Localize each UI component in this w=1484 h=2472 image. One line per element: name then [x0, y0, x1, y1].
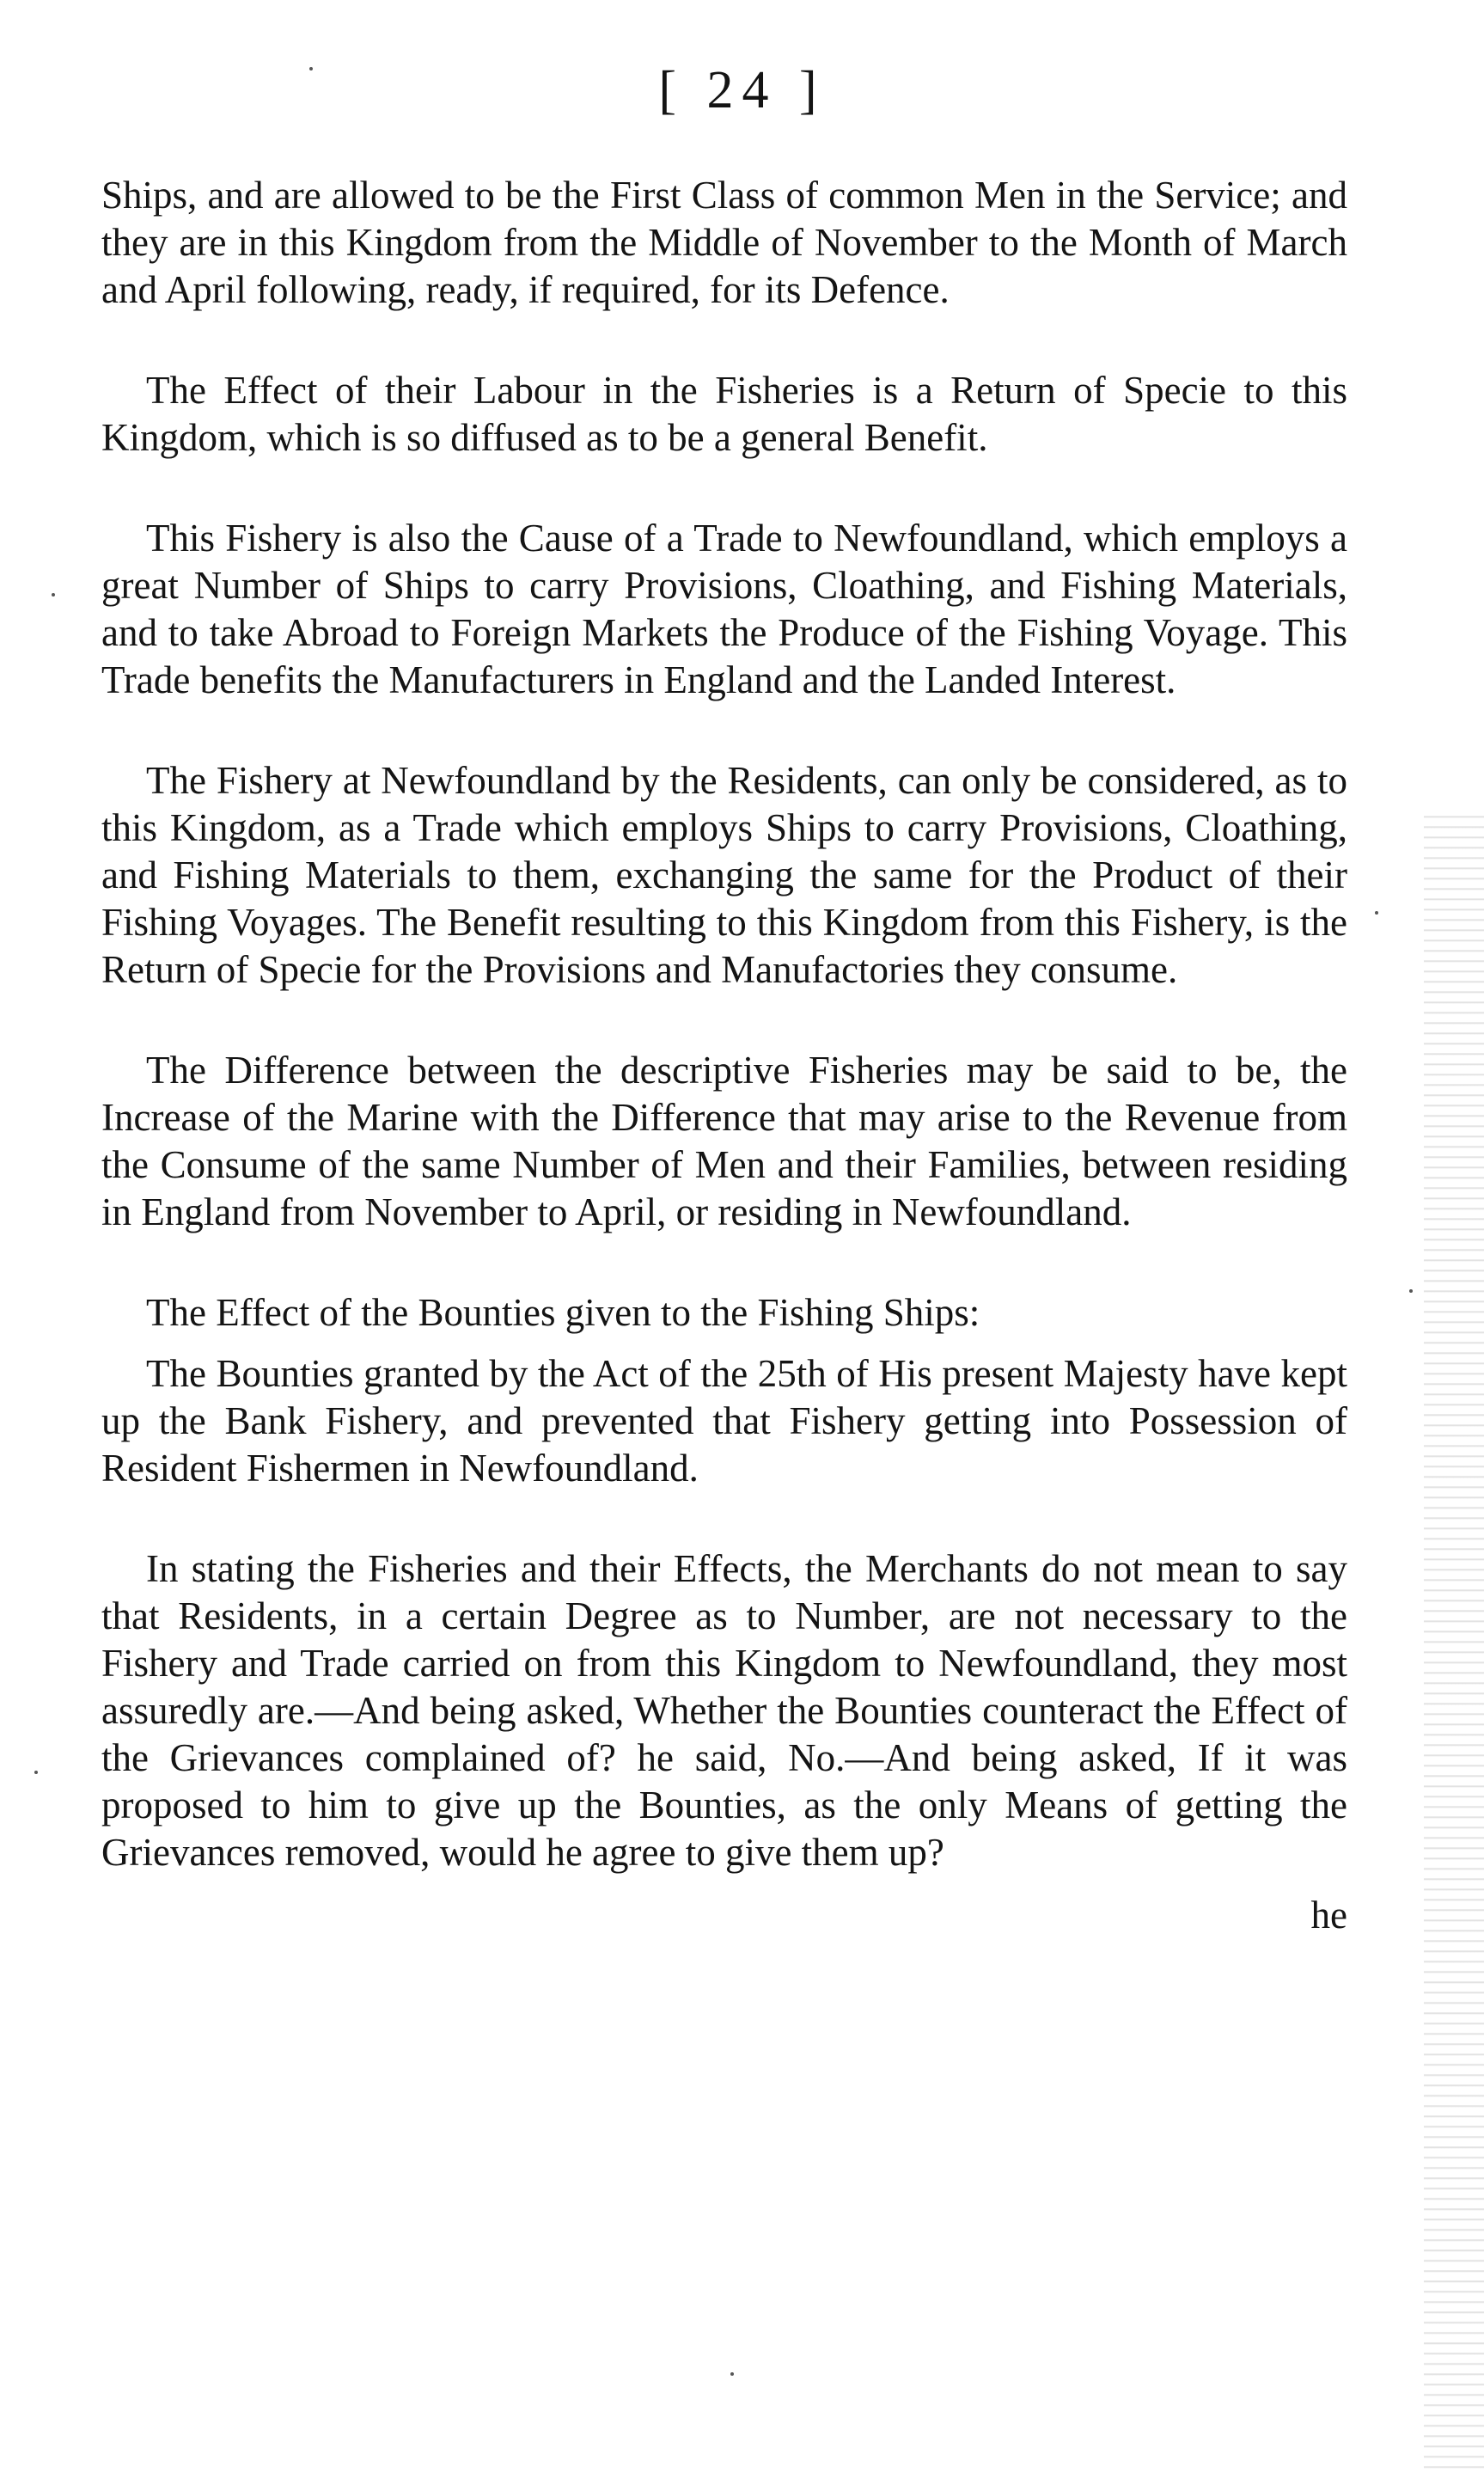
body-text: [101, 172, 1347, 1978]
page-number: [ 24 ]: [658, 61, 826, 119]
paragraph-1: Ships, and are allowed to be the First Class of common Men in the Service; and they are in this Kingdom from the Middle of November to the Month of March and April following, ready, if required, for its Defence.: [101, 174, 1347, 311]
scan-speck: [34, 1771, 38, 1774]
scan-edge-noise: [1424, 808, 1484, 2472]
paragraph-5: The Difference between the descriptive Fisheries may be said to be, the Increase of the Marine with the Difference that may arise to the Revenue from the Consume of the same Number of Men and their Families, between residing in England from November to April, or residing in Newfoundland.: [101, 1049, 1347, 1233]
paragraph-6: The Effect of the Bounties given to the Fishing Ships:: [146, 1291, 980, 1334]
scan-speck: [1375, 911, 1378, 915]
scan-speck: [730, 2372, 734, 2376]
scan-speck: [1409, 1289, 1413, 1293]
catchword: he: [1310, 1894, 1347, 1937]
paragraph-3: This Fishery is also the Cause of a Trade to Newfoundland, which employs a great Number of Ships to carry Provisions, Cloathing, and Fishing Materials, and to take Abroad to Foreign Markets the Produce of the Fishing Voyage. This Trade benefits the Manufacturers in England and the Landed Interest.: [101, 517, 1347, 701]
paragraph-4: The Fishery at Newfoundland by the Residents, can only be considered, as to this Kingdom, as a Trade which employs Ships to carry Provisions, Cloathing, and Fishing Materials to them, exchanging the same for the Product of their Fishing Voyages. The Benefit resulting to this Kingdom from this Fishery, is the Return of Specie for the Provisions and Manufactories they consume.: [101, 759, 1347, 991]
paragraph-7: The Bounties granted by the Act of the 25th of His present Majesty have kept up the Bank Fishery, and prevented that Fishery getting into Possession of Resident Fishermen in Newfoundland.: [101, 1352, 1347, 1490]
paragraph-8: In stating the Fisheries and their Effects, the Merchants do not mean to say that Residents, in a certain Degree as to Number, are not necessary to the Fishery and Trade carried on from this Kingdom to Newfoundland, they most assuredly are.—And being asked, Whether the Bounties counteract the Effect of the Grievances complained of? he said, No.—And being asked, If it was proposed to him to give up the Bounties, as the only Means of getting the Grievances removed, would he agree to give them up?: [101, 1547, 1347, 1874]
scan-speck: [309, 67, 313, 70]
scan-speck: [52, 593, 55, 597]
paragraph-2: The Effect of their Labour in the Fisheries is a Return of Specie to this Kingdom, which is so diffused as to be a general Benefit.: [101, 369, 1347, 459]
